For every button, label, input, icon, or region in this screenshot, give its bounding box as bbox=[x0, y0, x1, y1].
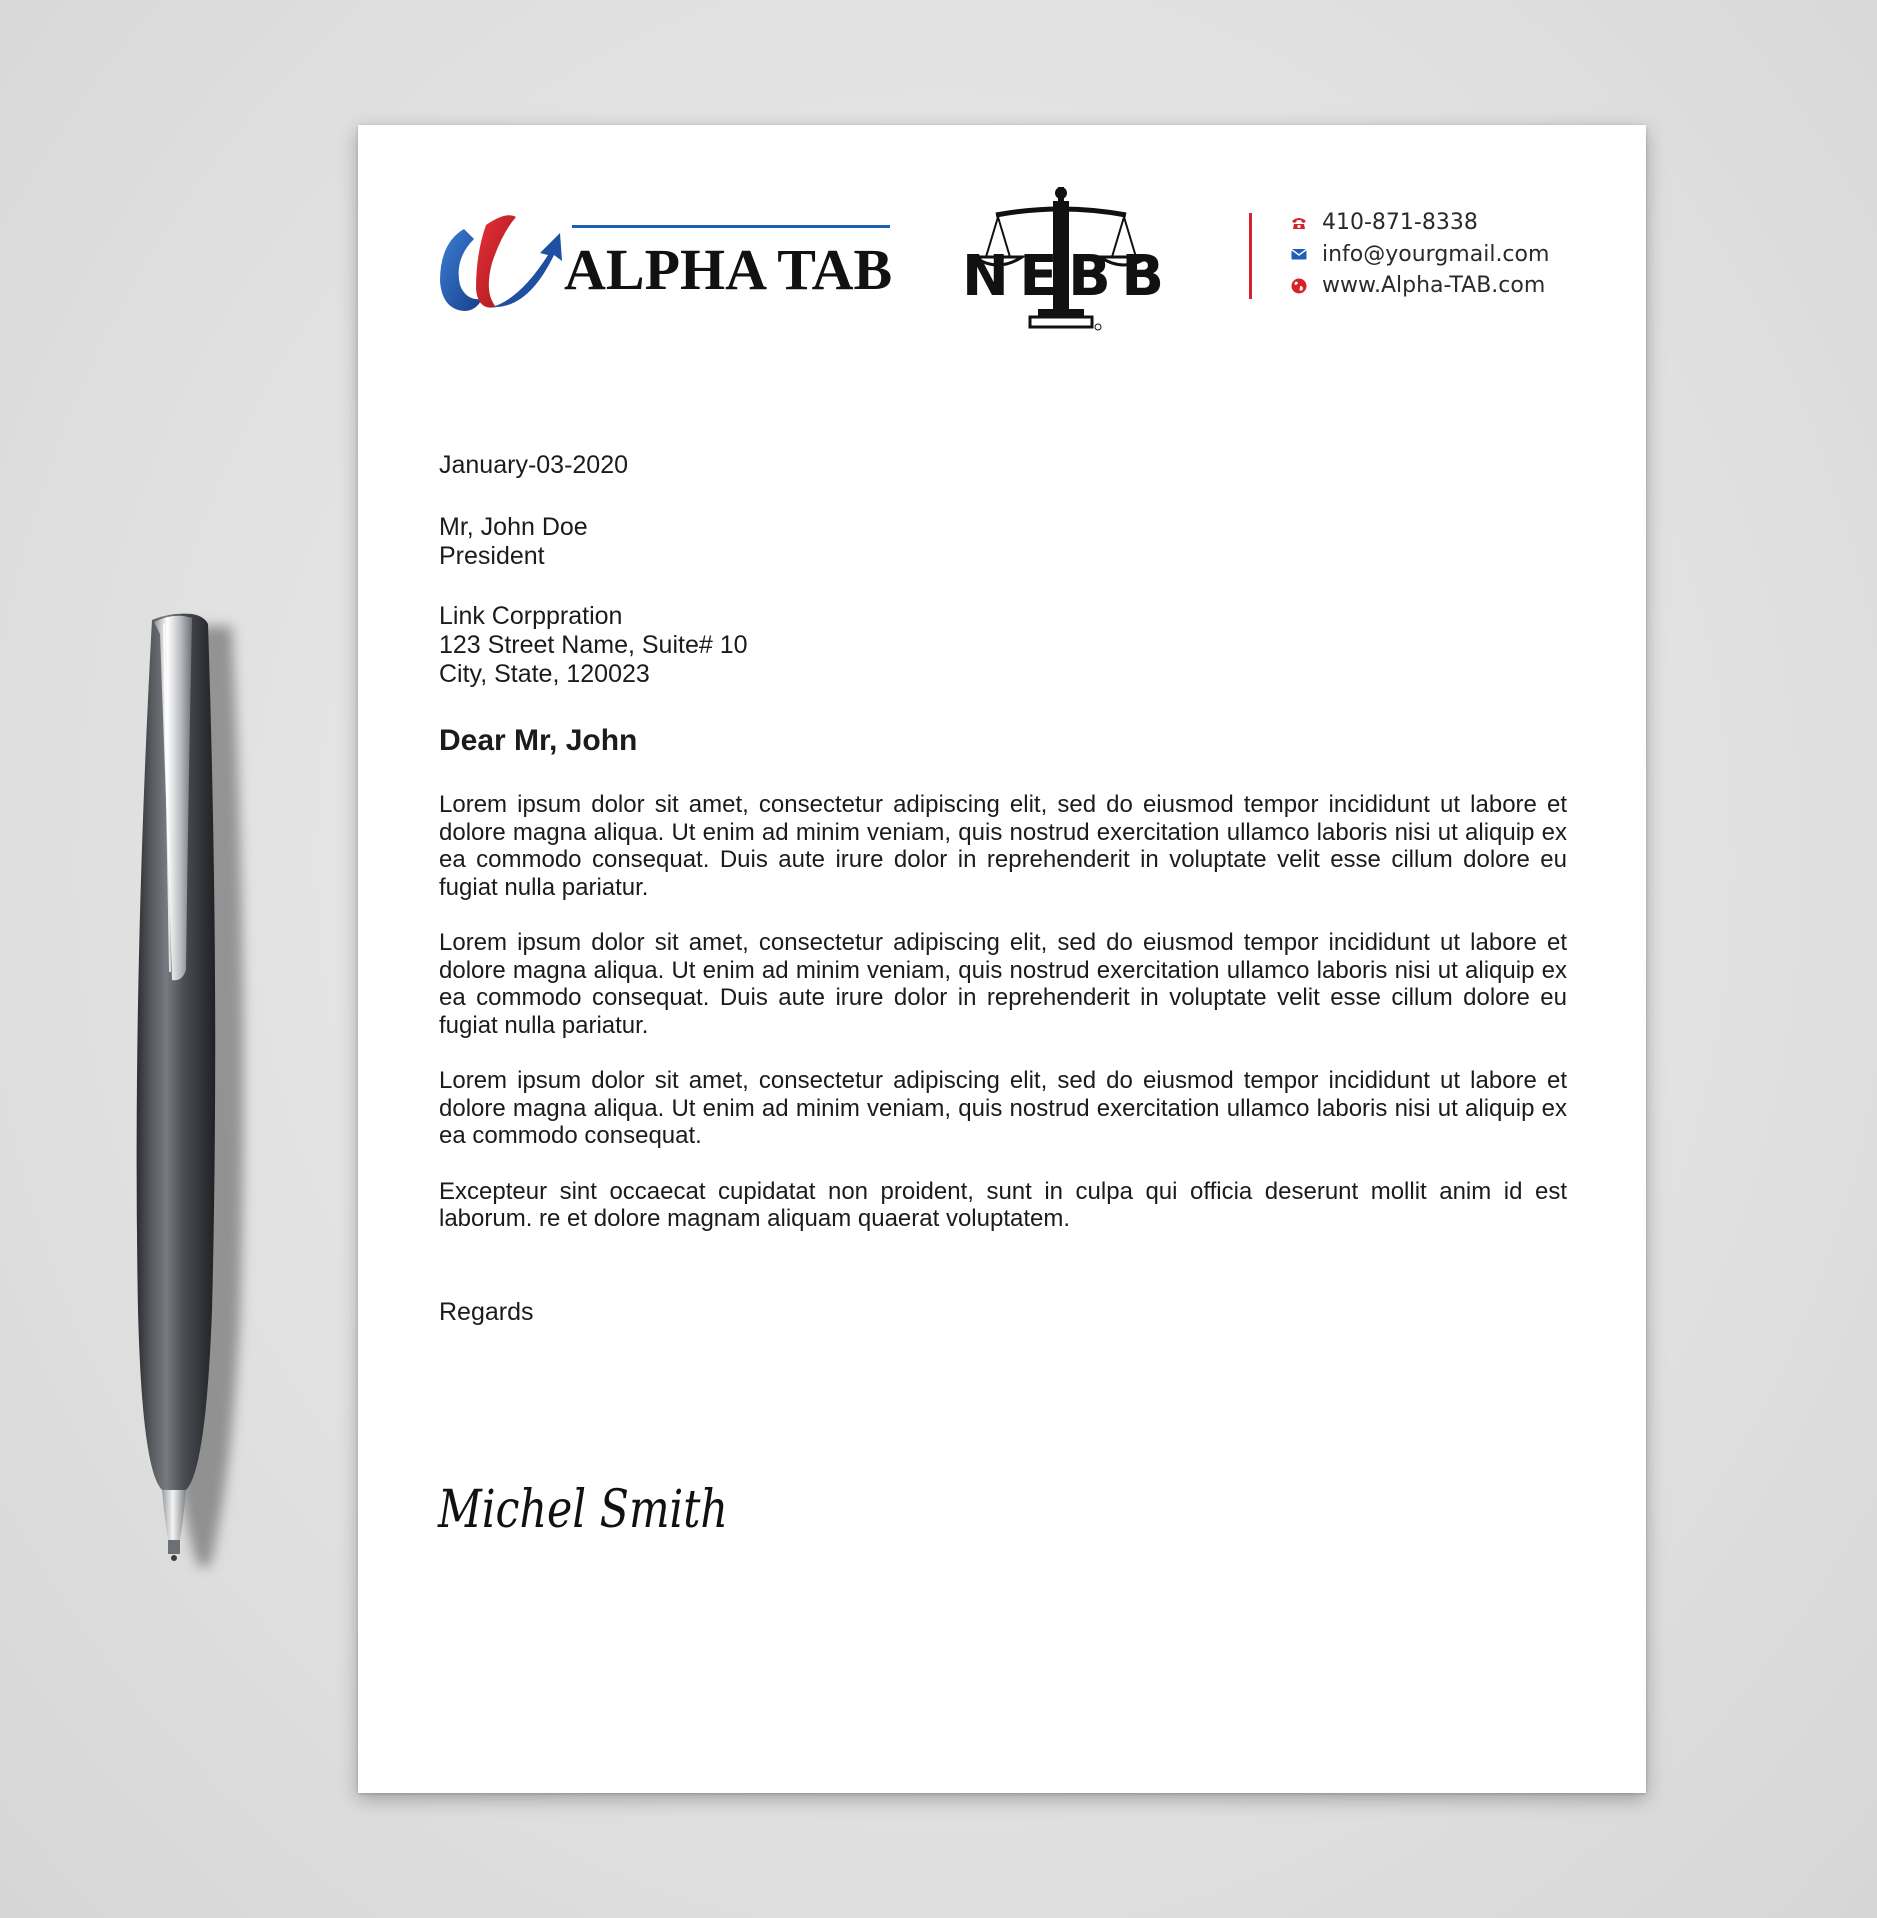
globe-icon bbox=[1290, 277, 1308, 295]
alpha-tab-logo bbox=[436, 203, 896, 323]
contact-phone bbox=[1290, 207, 1549, 239]
body-paragraph: Lorem ipsum dolor sit amet, consectetur adipiscing elit, sed do eiusmod tempor incididunt ut labore et dolore magna aliqua. Ut enim ad minim veniam, quis nostrud exercitation ullamco laboris nisi ut aliquip ex ea commodo consequat. bbox=[439, 1067, 1567, 1149]
body-paragraph: Lorem ipsum dolor sit amet, consectetur adipiscing elit, sed do eiusmod tempor incididunt ut labore et dolore magna aliqua. Ut enim ad minim veniam, quis nostrud exercitation ullamco laboris nisi ut aliquip ex ea commodo consequat. Duis aute irure dolor in reprehenderit in voluptate velit esse cillum dolore eu fugiat nulla pariatur. bbox=[439, 791, 1567, 901]
body-paragraph: Excepteur sint occaecat cupidatat non proident, sunt in culpa qui officia deserunt mollit anim id est laborum. re et dolore magnam aliquam quaerat voluptatem. bbox=[439, 1177, 1567, 1232]
company-street: 123 Street Name, Suite# 10 bbox=[439, 631, 748, 659]
email-text: info@yourgmail.com bbox=[1322, 241, 1550, 267]
header-divider bbox=[1249, 213, 1252, 299]
letter-sheet bbox=[358, 125, 1646, 1793]
signature-text: Michel Smith bbox=[437, 1480, 728, 1540]
phone-text: 410-871-8338 bbox=[1322, 210, 1478, 236]
signature bbox=[436, 1467, 736, 1547]
letter-body bbox=[439, 791, 1567, 1261]
contact-website bbox=[1290, 270, 1549, 302]
contact-email bbox=[1290, 239, 1549, 271]
contact-block bbox=[1290, 207, 1549, 302]
letter-date: January-03-2020 bbox=[439, 451, 629, 479]
mail-icon bbox=[1290, 245, 1308, 263]
closing: Regards bbox=[439, 1298, 534, 1326]
recipient-block bbox=[439, 513, 1567, 571]
company-address-block bbox=[439, 602, 1567, 689]
pen-image bbox=[130, 610, 240, 1570]
body-paragraph: Lorem ipsum dolor sit amet, consectetur adipiscing elit, sed do eiusmod tempor incididunt ut labore et dolore magna aliqua. Ut enim ad minim veniam, quis nostrud exercitation ullamco laboris nisi ut aliquip ex ea commodo consequat. Duis aute irure dolor in reprehenderit in voluptate velit esse cillum dolore eu fugiat nulla pariatur. bbox=[439, 929, 1567, 1039]
nebb-wordmark: NEBB bbox=[962, 244, 1164, 309]
website-text: www.Alpha-TAB.com bbox=[1322, 273, 1546, 299]
company-city: City, State, 120023 bbox=[439, 660, 650, 688]
company-name: Link Corppration bbox=[439, 602, 623, 630]
phone-icon bbox=[1290, 214, 1308, 232]
alpha-tab-wordmark: ALPHA TAB bbox=[564, 237, 893, 302]
nebb-logo bbox=[958, 187, 1168, 337]
recipient-name: Mr, John Doe bbox=[439, 513, 588, 541]
greeting: Dear Mr, John bbox=[439, 724, 638, 757]
recipient-title: President bbox=[439, 542, 545, 570]
